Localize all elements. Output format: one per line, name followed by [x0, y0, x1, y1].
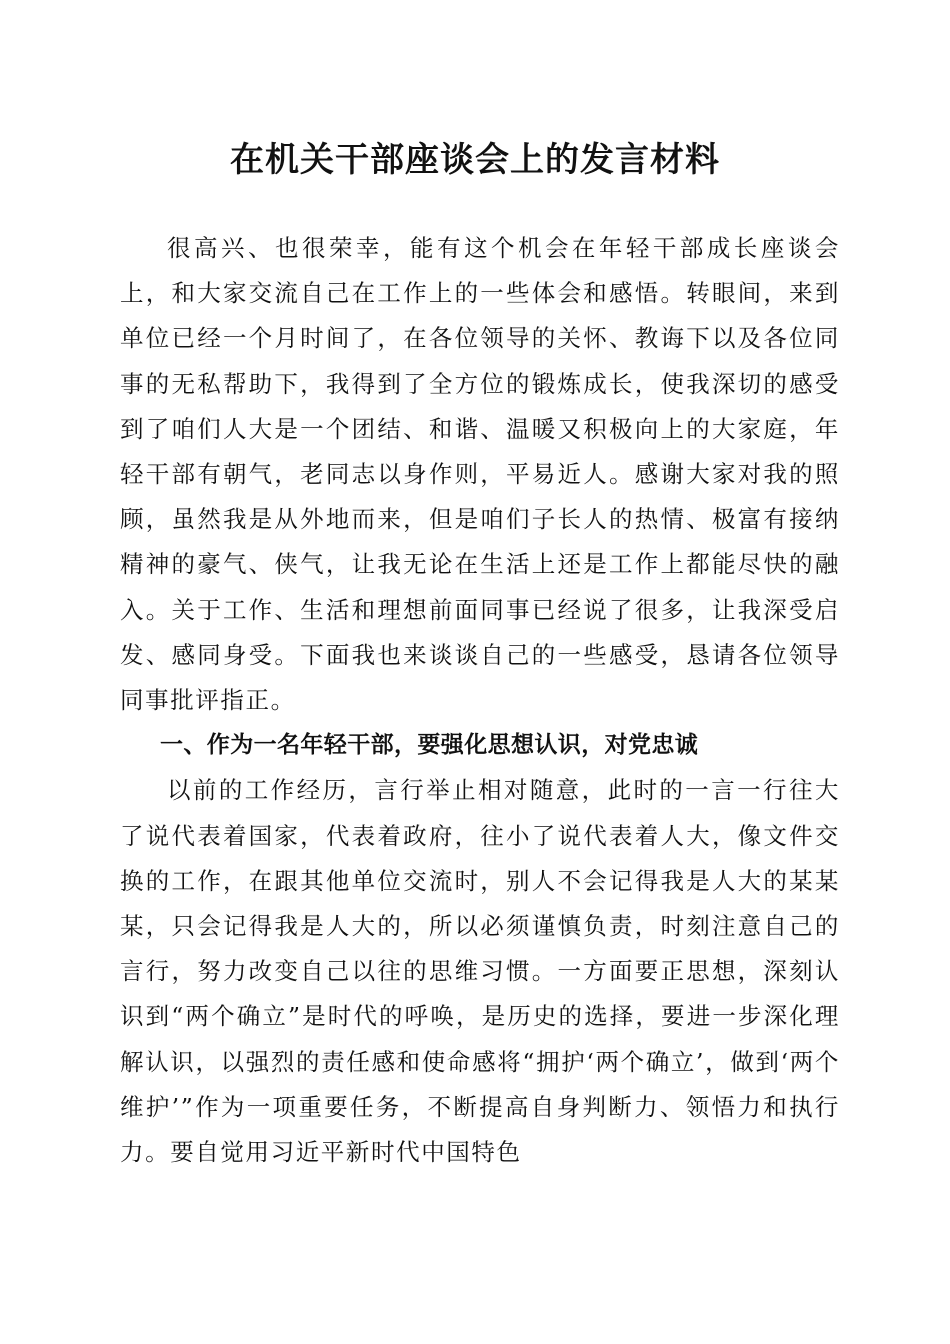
- paragraph-section-1: 以前的工作经历，言行举止相对随意，此时的一言一行往大了说代表着国家，代表着政府，往小了说代表着人大，像文件交换的工作，在跟其他单位交流时，别人不会记得我是人大的某某某，只会记得我是人大的，所以必须谨慎负责，时刻注意自己的言行，努力改变自己以往的思维习惯。一方面要正思想，深刻认识到“两个确立”是时代的呼唤，是历史的选择，要进一步深化理解认识，以强烈的责任感和使命感将“拥护‘两个确立’，做到‘两个维护’”作为一项重要任务，不断提高自身判断力、领悟力和执行力。要自觉用习近平新时代中国特色: [120, 776, 840, 1167]
- document-body: [120, 226, 840, 1175]
- paragraph-intro: 很高兴、也很荣幸，能有这个机会在年轻干部成长座谈会上，和大家交流自己在工作上的一些体会和感悟。转眼间，来到单位已经一个月时间了，在各位领导的关怀、教诲下以及各位同事的无私帮助下，我得到了全方位的锻炼成长，使我深切的感受到了咱们人大是一个团结、和谐、温暖又积极向上的大家庭，年轻干部有朝气，老同志以身作则，平易近人。感谢大家对我的照顾，虽然我是从外地而来，但是咱们子长人的热情、极富有接纳精神的豪气、侠气，让我无论在生活上还是工作上都能尽快的融入。关于工作、生活和理想前面同事已经说了很多，让我深受启发、感同身受。下面我也来谈谈自己的一些感受，恳请各位领导同事批评指正。: [120, 234, 840, 715]
- section-heading-1: 一、作为一名年轻干部，要强化思想认识，对党忠诚: [160, 732, 699, 759]
- document-title: 在机关干部座谈会上的发言材料: [230, 140, 720, 180]
